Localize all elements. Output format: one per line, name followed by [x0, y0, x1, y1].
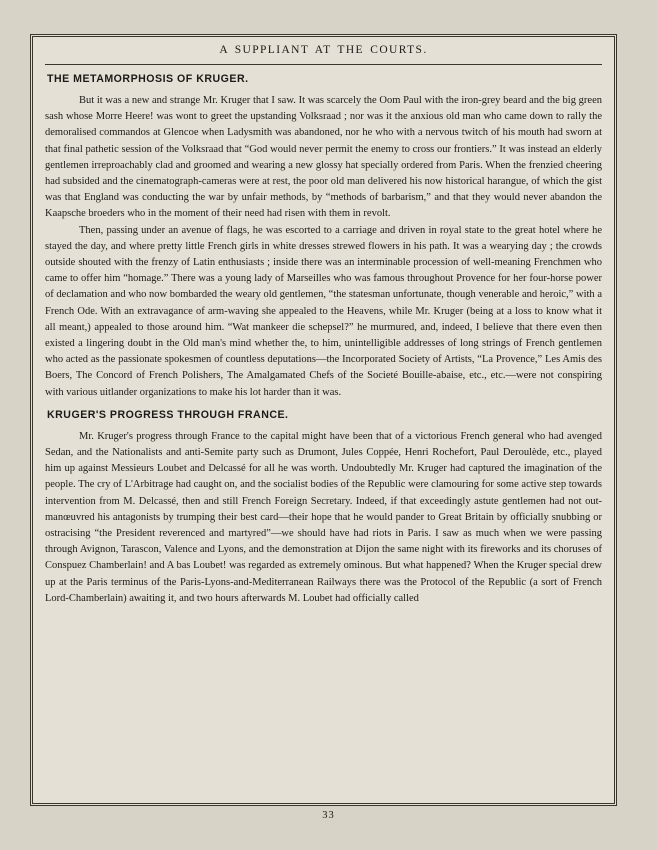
paragraph: Then, passing under an avenue of flags, he was escorted to a carriage and driven in royal state to the great hotel where he stayed the day, and where pretty little French girls in white dresses strewed flowers in his path. It was a wearying day ; the crowds outside shouted with the frenzy of Latin enthusiasts ; inside there was an interminable procession of well-meaning Frenchmen who came to offer him “homage.” There was a young lady of Marseilles who was famous throughout Provence for her four-horse power of declamation and who now bombarded the weary old gentlemen, “the statesman unfortunate, though venerable and heroic,” with a French Ode. With an extravagance of arm-waving she appealed to the Heavens, while Mr. Kruger (being at a loss to know what it all meant,) appealed to those around him. “Wat mankeer die schepsel?” he murmured, and, indeed, I believe that there even then existed a lingering doubt in the Old man's mind whether the, to him, unintelligible addresses of long strings of French gentlemen who acted as the passionate spokesmen of countless deputations—the Incorporated Society of Artists, “La Provence,” Les Amis des Boers, The Concord of French Polishers, The Amalgamated Chefs of the Societé Bouille-abaise, etc., etc.—were not conspiring with various uitlander organizations to make his lot harder than it was.: [45, 224, 602, 398]
section-heading-progress: KRUGER'S PROGRESS THROUGH FRANCE.: [47, 408, 289, 421]
paragraph: But it was a new and strange Mr. Kruger that I saw. It was scarcely the Oom Paul with the iron-grey beard and the big green sash whose Morre Heere! was wont to greet the upstanding Volksraad ; nor was it the anxious old man who came down to rally the demoralised commandos at Glencoe when Ladysmith was abandoned, nor he who with a nervous twitch of his mouth had sworn at that final pathetic session of the Volksraad that “God would never permit the enemy to cross our frontiers.” It was instead an elderly gentlemen irreproachably clad and groomed and wearing a new glossy hat specially ordered from Paris. When the frenzied cheering had subsided and the cinematograph-cameras were at rest, the poor old man delivered his now historical harangue, of which the gist was that England was conducting the war by unfair methods, by “methods of barbarism,” and that they would never abandon the Kaapsche broeders who in the moment of their need had risen with them in revolt.: [45, 95, 602, 220]
page-frame: [30, 34, 617, 806]
running-head: A SUPPLIANT AT THE COURTS.: [45, 44, 602, 65]
page-number: 33: [322, 810, 335, 821]
section-heading-metamorphosis: THE METAMORPHOSIS OF KRUGER.: [47, 73, 249, 85]
paragraph: Mr. Kruger's progress through France to the capital might have been that of a victorious French general who had avenged Sedan, and the Nationalists and anti-Semite party such as Drumont, Jules Coppée, Henri Rochefort, Paul Deroulède, etc., played him up against Messieurs Loubet and Delcassé for all he was worth. Undoubtedly Mr. Kruger had captured the imagination of the people. The cry of L'Arbitrage had caught on, and the socialist bodies of the Republic were clamouring for some active step towards intervention from M. Delcassé, then and still French Foreign Secretary. Indeed, if that exceedingly astute gentlemen had not out-manœuvred his antagonists by trumping their best card—their hope that he would pander to Great Britain by officially snubbing or ostracising “the President reverenced and martyred”—we should have had riots in Paris. I saw as much when we were passing through Avignon, Tarascon, Valence and Lyons, and the demonstration at Dijon the same night with its fireworks and its choruses of Conspuez Chamberlain! and A bas Loubet! was regarded as extremely ominous. But what happened? When the Kruger special drew up at the Paris terminus of the Paris-Lyons-and-Mediterranean Railways there was the Protocol of the Republic (a sort of French Lord-Chamberlain) awaiting it, and two hours afterwards M. Loubet had officially called: [45, 430, 602, 604]
